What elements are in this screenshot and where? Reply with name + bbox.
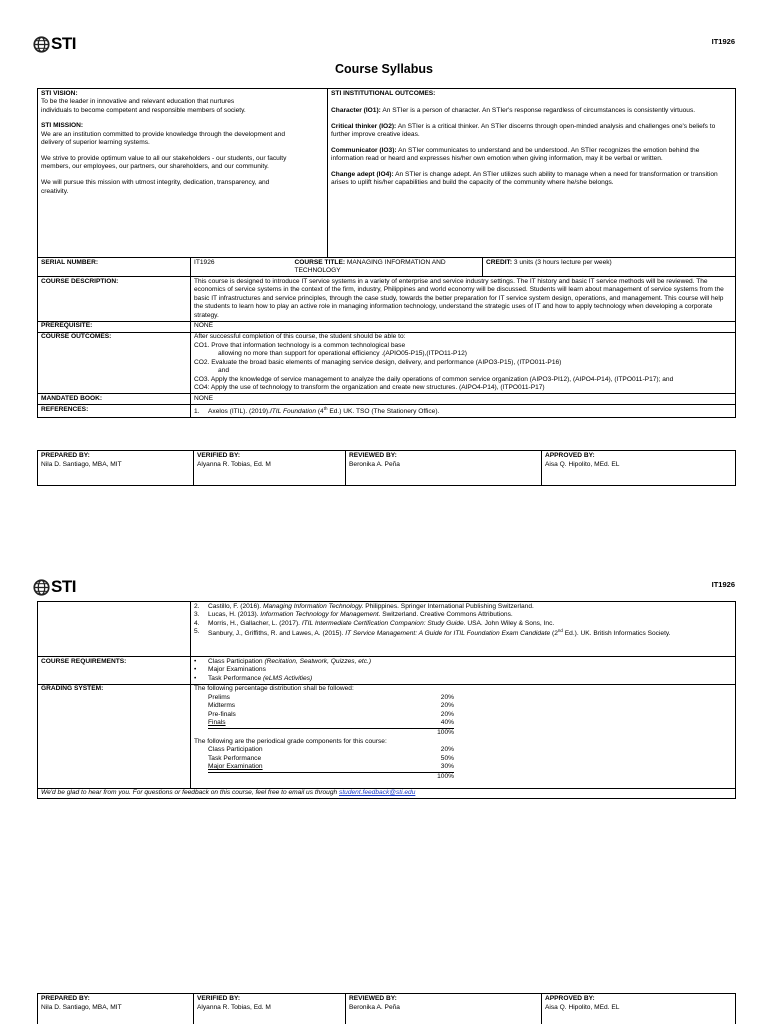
grading-system: The following percentage distribution shall be followed: Prelims 20% Midterms 20% Pre-finals 20% Finals 40% 100% The following are the periodical grade components for this course: Class Participation 20% Task Performance 50% Major Examination 30% 100% — [191, 684, 736, 788]
vision-text: To be the leader in innovative and relevant education that nurtures individuals to become competent and responsible members of society. — [41, 98, 246, 114]
course-outcomes-label: COURSE OUTCOMES: — [38, 332, 191, 394]
references-label: REFERENCES: — [38, 405, 191, 418]
feedback-note: We'd be glad to hear from you. For questions or feedback on this course, feel free to email us through student.feedback@sti.edu — [38, 788, 736, 799]
requirements-list: • Class Participation (Recitation, Seatwork, Quizzes, etc.) • Major Examinations • Task Performance (eLMS Activities) — [191, 657, 736, 685]
verified-by: VERIFIED BY: Alyanna R. Tobias, Ed. M — [194, 451, 346, 486]
mission-text-3: We will pursue this mission with utmost integrity, dedication, transparency, and creativity. — [41, 179, 270, 195]
verified-by: VERIFIED BY: Alyanna R. Tobias, Ed. M — [194, 994, 346, 1024]
course-code: IT1926 — [711, 37, 735, 46]
approved-by: APPROVED BY: Aisa Q. Hipolito, MEd. EL — [542, 451, 736, 486]
mandated-book-label: MANDATED BOOK: — [38, 394, 191, 405]
vision-mission-cell — [38, 89, 328, 258]
globe-icon — [33, 36, 50, 53]
globe-icon — [33, 579, 50, 596]
syllabus-table-page2 — [37, 601, 736, 799]
outcomes-label: STI INSTITUTIONAL OUTCOMES: — [331, 89, 436, 97]
course-title-cell: COURSE TITLE: MANAGING INFORMATION AND TECHNOLOGY — [292, 258, 483, 277]
syllabus-table-page1 — [37, 88, 736, 418]
mission-text-1: We are an institution committed to provide knowledge through the development and delivery of superior learning systems. — [41, 130, 285, 147]
io3: Communicator (IO3): An STIer communicates to understand and be understood. An STIer recognizes the emotion behind the information read or heard and expresses his/her own emotion when giving information, may it be verbal or written. — [331, 146, 700, 163]
serial-label: SERIAL NUMBER: — [38, 258, 191, 277]
description-label: COURSE DESCRIPTION: — [38, 277, 191, 322]
prepared-by: PREPARED BY: Nila D. Santiago, MBA, MIT — [38, 451, 194, 486]
references-continued-label — [38, 602, 191, 657]
grading-label: GRADING SYSTEM: — [38, 684, 191, 788]
sti-logo — [33, 33, 76, 55]
description-text: This course is designed to introduce IT service systems in a variety of enterprise and service industry settings. The IT history and basic IT service methods will be reviewed. The economics of service systems in the context of the firm, industry, Philippines and world economy will be discussed. Students will learn about management of service systems from the basic IT infrastructures and service principles, through the case study, towards the better preparation for IT service system design, operations, and management. This course will help the students to learn how to play an active role in managing information technology, understand the strategic uses of IT and how to apply technology when developing a corporate strategy. — [191, 277, 736, 322]
prerequisite-value: NONE — [191, 321, 736, 332]
serial-value: IT1926 — [191, 258, 292, 277]
reviewed-by: REVIEWED BY: Beronika A. Peña — [346, 451, 542, 486]
logo-text: STI — [51, 577, 76, 596]
mission-label: STI MISSION: — [41, 122, 84, 130]
reviewed-by: REVIEWED BY: Beronika A. Peña — [346, 994, 542, 1024]
io2: Critical thinker (IO2): An STIer is a critical thinker. An STIer discerns through open-minded analysis and challenges one's beliefs to further improve creative ideas. — [331, 122, 716, 139]
course-code-page2: IT1926 — [711, 580, 735, 589]
page-title: Course Syllabus — [335, 62, 433, 76]
signature-block-page2 — [37, 993, 736, 1024]
mission-text-2: We strive to provide optimum value to all our stakeholders - our students, our faculty members, our employees, our partners, our shareholders, and our community. — [41, 154, 287, 171]
logo-text: STI — [51, 34, 76, 53]
io4: Change adept (IO4): An STIer is change adept. An STIer utilizes such ability to manage when a need for transformation or transition arises to uplift his/her capabilities and build the capacity of the community where he/she belongs. — [331, 170, 718, 187]
credit-cell: CREDIT: 3 units (3 hours lecture per week) — [483, 258, 736, 277]
approved-by: APPROVED BY: Aisa Q. Hipolito, MEd. EL — [542, 994, 736, 1024]
references-list-1: 1. Axelos (ITIL). (2019).ITIL Foundation (4th Ed.) UK. TSO (The Stationery Office). — [191, 405, 736, 418]
sti-logo-page2 — [33, 576, 76, 598]
io1: Character (IO1): An STIer is a person of character. An STIer's response regardless of circumstances is consistently virtuous. — [331, 107, 696, 115]
prepared-by: PREPARED BY: Nila D. Santiago, MBA, MIT — [38, 994, 194, 1024]
course-outcomes-list: After successful completion of this course, the student should be able to: CO1. Prove that information technology is a common technological base allowing no more than support for operational efficiency .(APIO05-P15),(ITPO11-P12) CO2. Evaluate the broad basic elements of managing service design, delivery, and performance (AIPO3-P15), (ITPO011-P16) and CO3. Apply the knowledge of service management to analyze the daily operations of common service organization (AIPO3-PI12), (AIPO4-P14), (ITPO011-P17); and CO4: Apply the use of technology to transform the organization and create new structures. (AIPO4-P14), (ITPO011-P17) — [191, 332, 736, 394]
requirements-label: COURSE REQUIREMENTS: — [38, 657, 191, 685]
prerequisite-label: PREREQUISITE: — [38, 321, 191, 332]
mandated-book-value: NONE — [191, 394, 736, 405]
feedback-email-link[interactable]: student.feedback@sti.edu — [339, 789, 416, 797]
references-list-2: 2. Castillo, F. (2016). Managing Information Technology. Philippines. Springer International Publishing Switzerland. 3. Lucas, H. (2013). Information Technology for Management. Switzerland. Creative Commons Attributions. 4. Morris, H., Gallacher, L. (2017). ITIL Intermediate Certification Companion: Study Guide. USA. John Wiley & Sons, Inc. 5. Sanbury, J., Griffiths, R. and Lawes, A. (2015). IT Service Management: A Guide for ITIL Foundation Exam Candidate (2nd Ed.). UK. British Informatics Society. — [191, 602, 736, 657]
institutional-outcomes-cell — [328, 89, 736, 258]
vision-label: STI VISION: — [41, 89, 78, 97]
signature-block-page1 — [37, 450, 736, 486]
